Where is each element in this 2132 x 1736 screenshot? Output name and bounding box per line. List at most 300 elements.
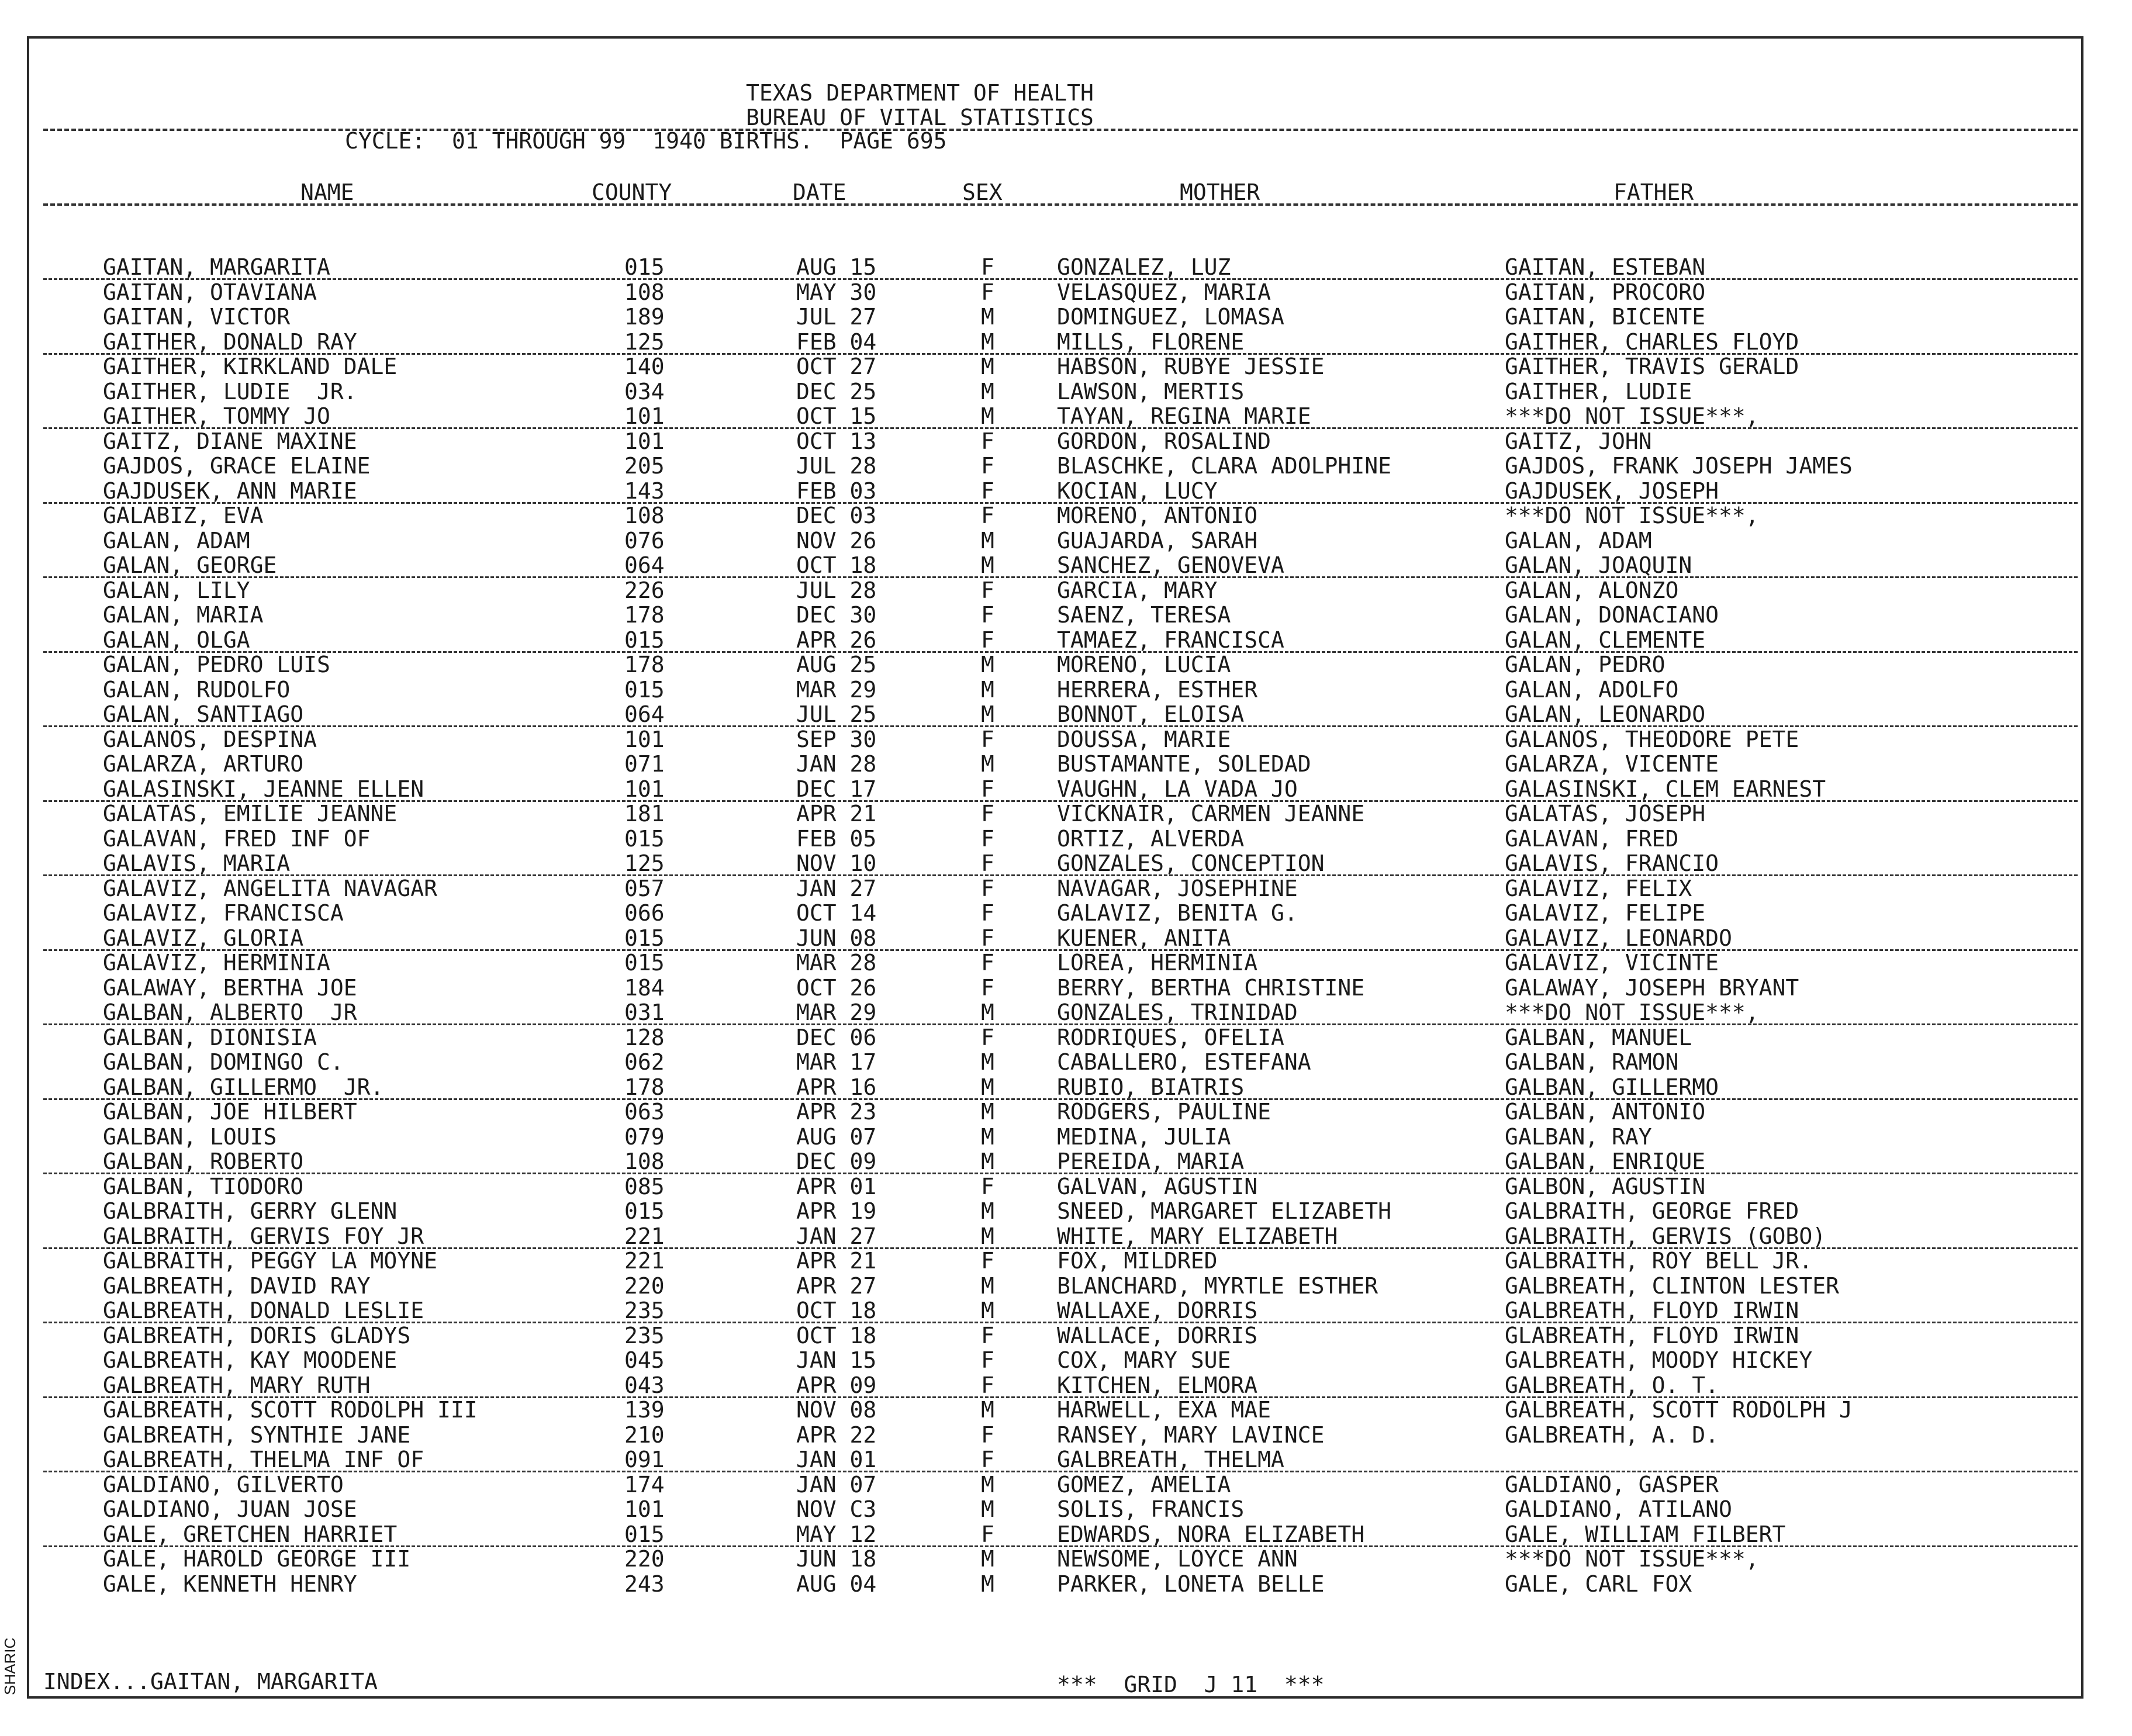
cell-mother: KUENER, ANITA bbox=[1057, 925, 1231, 951]
cell-sex: F bbox=[981, 1173, 994, 1199]
cell-father: GAITAN, BICENTE bbox=[1505, 304, 1706, 330]
cell-sex: M bbox=[981, 1546, 994, 1572]
cell-father: ***DO NOT ISSUE***, bbox=[1505, 1546, 1759, 1572]
cell-date: AUG 07 bbox=[796, 1123, 877, 1150]
cell-date: APR 22 bbox=[796, 1422, 877, 1448]
cell-name: GALBAN, DIONISIA bbox=[103, 1024, 317, 1050]
cell-father: GALBREATH, O. T. bbox=[1505, 1372, 1719, 1398]
table-row bbox=[0, 1548, 2132, 1572]
side-stamp: SHARIC bbox=[1, 1637, 19, 1695]
cell-mother: TAYAN, REGINA MARIE bbox=[1057, 403, 1311, 429]
cell-father: GALBAN, RAY bbox=[1505, 1123, 1652, 1150]
cell-mother: VAUGHN, LA VADA JO bbox=[1057, 776, 1298, 802]
cell-county: 062 bbox=[624, 1049, 665, 1075]
cell-county: 128 bbox=[624, 1024, 665, 1050]
cell-date: OCT 18 bbox=[796, 1322, 877, 1348]
cell-sex: F bbox=[981, 1521, 994, 1547]
cell-father: ***DO NOT ISSUE***, bbox=[1505, 503, 1759, 528]
table-row bbox=[0, 1051, 2132, 1076]
cell-mother: HERRERA, ESTHER bbox=[1057, 676, 1258, 703]
cell-mother: HARWELL, EXA MAE bbox=[1057, 1397, 1271, 1423]
cell-date: APR 23 bbox=[796, 1099, 877, 1125]
table-row bbox=[0, 1322, 2132, 1349]
cell-date: APR 27 bbox=[796, 1272, 877, 1299]
cell-father: GALAVIZ, VICINTE bbox=[1505, 950, 1719, 976]
table-row bbox=[0, 1150, 2132, 1175]
cell-name: GALE, HAROLD GEORGE III bbox=[103, 1546, 411, 1572]
table-row bbox=[0, 281, 2132, 306]
cell-sex: M bbox=[981, 1272, 994, 1299]
cell-mother: RODRIQUES, OFELIA bbox=[1057, 1024, 1284, 1050]
cell-mother: ORTIZ, ALVERDA bbox=[1057, 825, 1245, 852]
cell-name: GAJDUSEK, ANN MARIE bbox=[103, 478, 357, 504]
cell-father: GALANOS, THEODORE PETE bbox=[1505, 726, 1799, 752]
cell-county: 108 bbox=[624, 503, 665, 528]
cell-name: GALAVIZ, FRANCISCA bbox=[103, 900, 344, 926]
cell-father: GALATAS, JOSEPH bbox=[1505, 801, 1706, 826]
cell-father: GALBON, AGUSTIN bbox=[1505, 1173, 1706, 1199]
cell-father: GALAN, DONACIANO bbox=[1505, 602, 1719, 628]
table-row bbox=[0, 703, 2132, 728]
cell-sex: F bbox=[981, 974, 994, 1001]
cell-name: GALANOS, DESPINA bbox=[103, 726, 317, 752]
cell-county: 189 bbox=[624, 304, 665, 330]
cell-father: GALBREATH, FLOYD IRWIN bbox=[1505, 1298, 1799, 1323]
cell-mother: CABALLERO, ESTEFANA bbox=[1057, 1049, 1311, 1075]
cell-date: APR 01 bbox=[796, 1173, 877, 1199]
cell-mother: KOCIAN, LUCY bbox=[1057, 478, 1218, 504]
cell-name: GALBAN, JOE HILBERT bbox=[103, 1099, 357, 1125]
cell-mother: MORENO, ANTONIO bbox=[1057, 503, 1258, 528]
cell-name: GALBAN, TIODORO bbox=[103, 1173, 304, 1199]
cell-date: DEC 25 bbox=[796, 378, 877, 404]
cell-mother: VELASQUEZ, MARIA bbox=[1057, 279, 1271, 305]
cell-father: GAITHER, LUDIE bbox=[1505, 378, 1692, 404]
table-row bbox=[0, 728, 2132, 753]
table-row bbox=[0, 1448, 2132, 1473]
index-line: INDEX...GAITAN, MARGARITA bbox=[43, 1669, 378, 1694]
cell-county: 125 bbox=[624, 850, 665, 876]
cell-name: GALAVIS, MARIA bbox=[103, 850, 291, 876]
table-row bbox=[0, 1573, 2132, 1597]
cell-date: DEC 30 bbox=[796, 602, 877, 628]
cell-date: SEP 30 bbox=[796, 726, 877, 752]
cell-sex: M bbox=[981, 1123, 994, 1150]
cell-name: GALBAN, LOUIS bbox=[103, 1123, 277, 1150]
cell-name: GALAN, GEORGE bbox=[103, 552, 277, 578]
cell-name: GALBREATH, MARY RUTH bbox=[103, 1372, 371, 1398]
cell-date: OCT 26 bbox=[796, 974, 877, 1001]
cell-county: 063 bbox=[624, 1099, 665, 1125]
cell-sex: F bbox=[981, 279, 994, 305]
cell-date: OCT 13 bbox=[796, 428, 877, 454]
cell-father: GALBREATH, CLINTON LESTER bbox=[1505, 1272, 1839, 1299]
table-row bbox=[0, 1001, 2132, 1026]
table-row bbox=[0, 579, 2132, 604]
cell-mother: WALLAXE, DORRIS bbox=[1057, 1298, 1258, 1323]
cell-father: GALAWAY, JOSEPH BRYANT bbox=[1505, 974, 1799, 1001]
table-row bbox=[0, 927, 2132, 952]
cell-sex: M bbox=[981, 304, 994, 330]
cell-father: GALAVIZ, FELIX bbox=[1505, 875, 1692, 901]
cell-mother: BONNOT, ELOISA bbox=[1057, 701, 1245, 727]
table-row bbox=[0, 1250, 2132, 1274]
cell-date: NOV 26 bbox=[796, 527, 877, 554]
cell-name: GALAVIZ, HERMINIA bbox=[103, 950, 330, 976]
cell-mother: GONZALES, TRINIDAD bbox=[1057, 1000, 1298, 1025]
cell-sex: F bbox=[981, 801, 994, 826]
cell-sex: F bbox=[981, 850, 994, 876]
cell-sex: M bbox=[981, 1149, 994, 1174]
cell-county: 143 bbox=[624, 478, 665, 504]
table-row bbox=[0, 1498, 2132, 1523]
cell-sex: F bbox=[981, 776, 994, 802]
cell-date: FEB 05 bbox=[796, 825, 877, 852]
table-row bbox=[0, 504, 2132, 529]
cell-mother: LAWSON, MERTIS bbox=[1057, 378, 1245, 404]
table-row bbox=[0, 1272, 2132, 1299]
cell-name: GALE, GRETCHEN HARRIET bbox=[103, 1521, 398, 1547]
table-row bbox=[0, 1399, 2132, 1423]
cell-county: 221 bbox=[624, 1223, 665, 1249]
table-row bbox=[0, 430, 2132, 455]
cell-county: 043 bbox=[624, 1372, 665, 1398]
table-row bbox=[0, 877, 2132, 902]
cell-county: 101 bbox=[624, 1496, 665, 1522]
column-header-date: DATE bbox=[793, 179, 846, 205]
cell-name: GALBREATH, SYNTHIE JANE bbox=[103, 1422, 411, 1448]
cell-name: GALAN, PEDRO LUIS bbox=[103, 652, 330, 677]
cell-date: NOV 08 bbox=[796, 1397, 877, 1423]
cell-mother: WALLACE, DORRIS bbox=[1057, 1322, 1258, 1348]
cell-sex: M bbox=[981, 354, 994, 379]
cell-date: NOV 10 bbox=[796, 850, 877, 876]
cell-date: OCT 18 bbox=[796, 552, 877, 578]
table-row bbox=[0, 1200, 2132, 1225]
cell-mother: SOLIS, FRANCIS bbox=[1057, 1496, 1245, 1522]
cell-mother: EDWARDS, NORA ELIZABETH bbox=[1057, 1521, 1365, 1547]
cell-county: 066 bbox=[624, 900, 665, 926]
cell-date: JAN 07 bbox=[796, 1471, 877, 1498]
cell-mother: MILLS, FLORENE bbox=[1057, 328, 1245, 355]
cell-sex: F bbox=[981, 1347, 994, 1373]
cell-date: DEC 06 bbox=[796, 1024, 877, 1050]
cell-sex: F bbox=[981, 627, 994, 653]
cell-mother: KITCHEN, ELMORA bbox=[1057, 1372, 1258, 1398]
cell-name: GAJDOS, GRACE ELAINE bbox=[103, 453, 371, 479]
cell-father: GALE, WILLIAM FILBERT bbox=[1505, 1521, 1786, 1547]
cell-name: GALDIANO, JUAN JOSE bbox=[103, 1496, 357, 1522]
cell-date: OCT 18 bbox=[796, 1298, 877, 1323]
cell-date: APR 21 bbox=[796, 801, 877, 826]
table-row bbox=[0, 1175, 2132, 1200]
table-row bbox=[0, 527, 2132, 554]
table-row bbox=[0, 405, 2132, 430]
cell-name: GALAN, OLGA bbox=[103, 627, 250, 653]
cell-sex: F bbox=[981, 726, 994, 752]
cell-father: GLABREATH, FLOYD IRWIN bbox=[1505, 1322, 1799, 1348]
cell-name: GAITHER, DONALD RAY bbox=[103, 328, 357, 355]
column-header-sex: SEX bbox=[962, 179, 1003, 205]
cell-father: GALAN, ADOLFO bbox=[1505, 676, 1679, 703]
cell-county: 125 bbox=[624, 328, 665, 355]
table-row bbox=[0, 604, 2132, 628]
cell-sex: F bbox=[981, 875, 994, 901]
cell-county: 108 bbox=[624, 279, 665, 305]
cell-sex: F bbox=[981, 478, 994, 504]
cell-county: 178 bbox=[624, 602, 665, 628]
table-row bbox=[0, 1026, 2132, 1051]
cell-father: ***DO NOT ISSUE***, bbox=[1505, 403, 1759, 429]
cell-date: FEB 03 bbox=[796, 478, 877, 504]
cell-mother: VICKNAIR, CARMEN JEANNE bbox=[1057, 801, 1365, 826]
table-row bbox=[0, 378, 2132, 405]
table-row bbox=[0, 952, 2132, 976]
cell-name: GAITHER, KIRKLAND DALE bbox=[103, 354, 398, 379]
cell-county: 085 bbox=[624, 1173, 665, 1199]
cell-sex: M bbox=[981, 1049, 994, 1075]
cell-sex: F bbox=[981, 925, 994, 951]
cell-county: 071 bbox=[624, 751, 665, 777]
cell-county: 064 bbox=[624, 552, 665, 578]
cell-father: GALAN, CLEMENTE bbox=[1505, 627, 1706, 653]
cell-father: GALDIANO, GASPER bbox=[1505, 1471, 1719, 1498]
cell-date: JAN 01 bbox=[796, 1447, 877, 1472]
cell-date: JAN 27 bbox=[796, 1223, 877, 1249]
table-row bbox=[0, 1471, 2132, 1498]
cell-father: GALE, CARL FOX bbox=[1505, 1571, 1692, 1597]
cell-mother: BLANCHARD, MYRTLE ESTHER bbox=[1057, 1272, 1378, 1299]
cell-mother: GUAJARDA, SARAH bbox=[1057, 527, 1258, 554]
cell-date: APR 26 bbox=[796, 627, 877, 653]
column-header-father: FATHER bbox=[1613, 179, 1694, 205]
cell-county: 015 bbox=[624, 254, 665, 280]
cell-mother: DOUSSA, MARIE bbox=[1057, 726, 1231, 752]
cell-county: 064 bbox=[624, 701, 665, 727]
cell-father: GALAVIS, FRANCIO bbox=[1505, 850, 1719, 876]
table-row bbox=[0, 355, 2132, 380]
cell-father: GALBAN, RAMON bbox=[1505, 1049, 1679, 1075]
cell-father: GALAN, ALONZO bbox=[1505, 577, 1679, 603]
cell-father: GAITZ, JOHN bbox=[1505, 428, 1652, 454]
table-row bbox=[0, 1076, 2132, 1101]
table-row bbox=[0, 803, 2132, 827]
cell-name: GALBREATH, THELMA INF OF bbox=[103, 1447, 424, 1472]
cell-sex: M bbox=[981, 1471, 994, 1498]
cell-date: DEC 09 bbox=[796, 1149, 877, 1174]
cell-county: 091 bbox=[624, 1447, 665, 1472]
cell-date: MAY 30 bbox=[796, 279, 877, 305]
cell-mother: COX, MARY SUE bbox=[1057, 1347, 1231, 1373]
cell-mother: BERRY, BERTHA CHRISTINE bbox=[1057, 974, 1365, 1001]
cycle-line: CYCLE: 01 THROUGH 99 1940 BIRTHS. PAGE 695 bbox=[345, 128, 947, 154]
cell-date: MAR 28 bbox=[796, 950, 877, 976]
cell-county: 015 bbox=[624, 1521, 665, 1547]
cell-father: GALAVIZ, FELIPE bbox=[1505, 900, 1706, 926]
cell-name: GALARZA, ARTURO bbox=[103, 751, 304, 777]
cell-county: 235 bbox=[624, 1298, 665, 1323]
cell-county: 235 bbox=[624, 1322, 665, 1348]
table-row bbox=[0, 753, 2132, 777]
table-row bbox=[0, 1349, 2132, 1374]
table-row bbox=[0, 1523, 2132, 1548]
table-row bbox=[0, 629, 2132, 653]
cell-name: GALAWAY, BERTHA JOE bbox=[103, 974, 357, 1001]
cell-sex: F bbox=[981, 950, 994, 976]
cell-father: GALBRAITH, GERVIS (GOBO) bbox=[1505, 1223, 1826, 1249]
cell-sex: F bbox=[981, 1372, 994, 1398]
cell-mother: PEREIDA, MARIA bbox=[1057, 1149, 1245, 1174]
cell-date: OCT 14 bbox=[796, 900, 877, 926]
cell-county: 034 bbox=[624, 378, 665, 404]
cell-mother: FOX, MILDRED bbox=[1057, 1248, 1218, 1274]
cell-county: 015 bbox=[624, 925, 665, 951]
cell-name: GALBREATH, DORIS GLADYS bbox=[103, 1322, 411, 1348]
cell-county: 178 bbox=[624, 652, 665, 677]
cell-name: GALDIANO, GILVERTO bbox=[103, 1471, 344, 1498]
cell-father: GAITHER, CHARLES FLOYD bbox=[1505, 328, 1799, 355]
cell-father: GALBAN, ANTONIO bbox=[1505, 1099, 1706, 1125]
cell-sex: F bbox=[981, 453, 994, 479]
column-header-mother: MOTHER bbox=[1180, 179, 1260, 205]
cell-father: GALARZA, VICENTE bbox=[1505, 751, 1719, 777]
cell-mother: GOMEZ, AMELIA bbox=[1057, 1471, 1231, 1498]
table-row bbox=[0, 1225, 2132, 1250]
cell-date: AUG 25 bbox=[796, 652, 877, 677]
cell-name: GALAN, SANTIAGO bbox=[103, 701, 304, 727]
cell-sex: F bbox=[981, 254, 994, 280]
cell-sex: F bbox=[981, 1248, 994, 1274]
cell-father: GALBRAITH, GEORGE FRED bbox=[1505, 1198, 1799, 1224]
cell-county: 076 bbox=[624, 527, 665, 554]
cell-sex: M bbox=[981, 328, 994, 355]
table-row bbox=[0, 778, 2132, 803]
cell-sex: M bbox=[981, 1397, 994, 1423]
cell-name: GALBREATH, KAY MOODENE bbox=[103, 1347, 398, 1373]
cell-sex: M bbox=[981, 1496, 994, 1522]
cell-sex: F bbox=[981, 1024, 994, 1050]
cell-sex: M bbox=[981, 751, 994, 777]
table-row bbox=[0, 328, 2132, 355]
cell-county: 015 bbox=[624, 950, 665, 976]
table-row bbox=[0, 676, 2132, 703]
cell-date: OCT 27 bbox=[796, 354, 877, 379]
cell-name: GALBAN, ALBERTO JR bbox=[103, 1000, 357, 1025]
cell-mother: NAVAGAR, JOSEPHINE bbox=[1057, 875, 1298, 901]
cell-name: GAITZ, DIANE MAXINE bbox=[103, 428, 357, 454]
cell-mother: RODGERS, PAULINE bbox=[1057, 1099, 1271, 1125]
cell-date: JUL 27 bbox=[796, 304, 877, 330]
cell-date: JUL 28 bbox=[796, 577, 877, 603]
cell-mother: NEWSOME, LOYCE ANN bbox=[1057, 1546, 1298, 1572]
cell-mother: GONZALEZ, LUZ bbox=[1057, 254, 1231, 280]
table-row bbox=[0, 1123, 2132, 1150]
cell-name: GALAN, MARIA bbox=[103, 602, 264, 628]
cell-name: GALAVIZ, GLORIA bbox=[103, 925, 304, 951]
cell-mother: SANCHEZ, GENOVEVA bbox=[1057, 552, 1284, 578]
cell-date: MAR 29 bbox=[796, 676, 877, 703]
table-row bbox=[0, 825, 2132, 852]
cell-father: GALAVIZ, LEONARDO bbox=[1505, 925, 1732, 951]
cell-father: GALDIANO, ATILANO bbox=[1505, 1496, 1732, 1522]
cell-mother: BLASCHKE, CLARA ADOLPHINE bbox=[1057, 453, 1391, 479]
cell-name: GALBREATH, DONALD LESLIE bbox=[103, 1298, 424, 1323]
cell-county: 181 bbox=[624, 801, 665, 826]
table-row bbox=[0, 455, 2132, 479]
cell-county: 205 bbox=[624, 453, 665, 479]
cell-sex: M bbox=[981, 1198, 994, 1224]
cell-name: GALE, KENNETH HENRY bbox=[103, 1571, 357, 1597]
cell-name: GALABIZ, EVA bbox=[103, 503, 264, 528]
cell-county: 015 bbox=[624, 1198, 665, 1224]
table-row bbox=[0, 1374, 2132, 1399]
cell-county: 015 bbox=[624, 825, 665, 852]
cell-name: GALBRAITH, GERVIS FOY JR bbox=[103, 1223, 424, 1249]
cell-name: GAITHER, LUDIE JR. bbox=[103, 378, 357, 404]
cell-name: GALAN, ADAM bbox=[103, 527, 250, 554]
cell-date: MAY 12 bbox=[796, 1521, 877, 1547]
table-row bbox=[0, 974, 2132, 1001]
cell-name: GALBAN, GILLERMO JR. bbox=[103, 1074, 384, 1100]
cell-name: GALAN, RUDOLFO bbox=[103, 676, 291, 703]
cell-county: 079 bbox=[624, 1123, 665, 1150]
cell-father: GAJDOS, FRANK JOSEPH JAMES bbox=[1505, 453, 1853, 479]
cell-sex: M bbox=[981, 378, 994, 404]
cell-mother: GORDON, ROSALIND bbox=[1057, 428, 1271, 454]
cell-mother: WHITE, MARY ELIZABETH bbox=[1057, 1223, 1338, 1249]
cell-father: GALBRAITH, ROY BELL JR. bbox=[1505, 1248, 1813, 1274]
cell-sex: M bbox=[981, 1099, 994, 1125]
cell-county: 226 bbox=[624, 577, 665, 603]
cell-mother: MORENO, LUCIA bbox=[1057, 652, 1231, 677]
table-row bbox=[0, 1299, 2132, 1324]
cell-sex: M bbox=[981, 527, 994, 554]
cell-county: 101 bbox=[624, 428, 665, 454]
cell-mother: DOMINGUEZ, LOMASA bbox=[1057, 304, 1284, 330]
cell-county: 221 bbox=[624, 1248, 665, 1274]
cell-father: GALAN, JOAQUIN bbox=[1505, 552, 1692, 578]
cell-name: GALAN, LILY bbox=[103, 577, 250, 603]
cell-name: GALAVAN, FRED INF OF bbox=[103, 825, 371, 852]
cell-county: 243 bbox=[624, 1571, 665, 1597]
cell-county: 139 bbox=[624, 1397, 665, 1423]
cell-mother: GALVAN, AGUSTIN bbox=[1057, 1173, 1258, 1199]
table-row bbox=[0, 480, 2132, 504]
cell-date: APR 19 bbox=[796, 1198, 877, 1224]
table-row bbox=[0, 256, 2132, 281]
cell-sex: F bbox=[981, 602, 994, 628]
cell-county: 045 bbox=[624, 1347, 665, 1373]
cell-date: MAR 17 bbox=[796, 1049, 877, 1075]
cell-county: 178 bbox=[624, 1074, 665, 1100]
cell-sex: M bbox=[981, 1298, 994, 1323]
table-row bbox=[0, 653, 2132, 678]
cell-father: GALBREATH, MOODY HICKEY bbox=[1505, 1347, 1813, 1373]
cell-sex: M bbox=[981, 1000, 994, 1025]
grid-label: *** GRID J 11 *** bbox=[1057, 1672, 1325, 1697]
cell-name: GALBREATH, SCOTT RODOLPH III bbox=[103, 1397, 478, 1423]
cell-date: JUN 18 bbox=[796, 1546, 877, 1572]
cell-name: GAITAN, MARGARITA bbox=[103, 254, 330, 280]
cell-sex: M bbox=[981, 701, 994, 727]
agency-title: TEXAS DEPARTMENT OF HEALTH bbox=[746, 80, 1094, 106]
cell-sex: F bbox=[981, 503, 994, 528]
table-row bbox=[0, 306, 2132, 330]
cell-mother: MEDINA, JULIA bbox=[1057, 1123, 1231, 1150]
cell-mother: SNEED, MARGARET ELIZABETH bbox=[1057, 1198, 1391, 1224]
cell-sex: F bbox=[981, 428, 994, 454]
cell-sex: F bbox=[981, 577, 994, 603]
